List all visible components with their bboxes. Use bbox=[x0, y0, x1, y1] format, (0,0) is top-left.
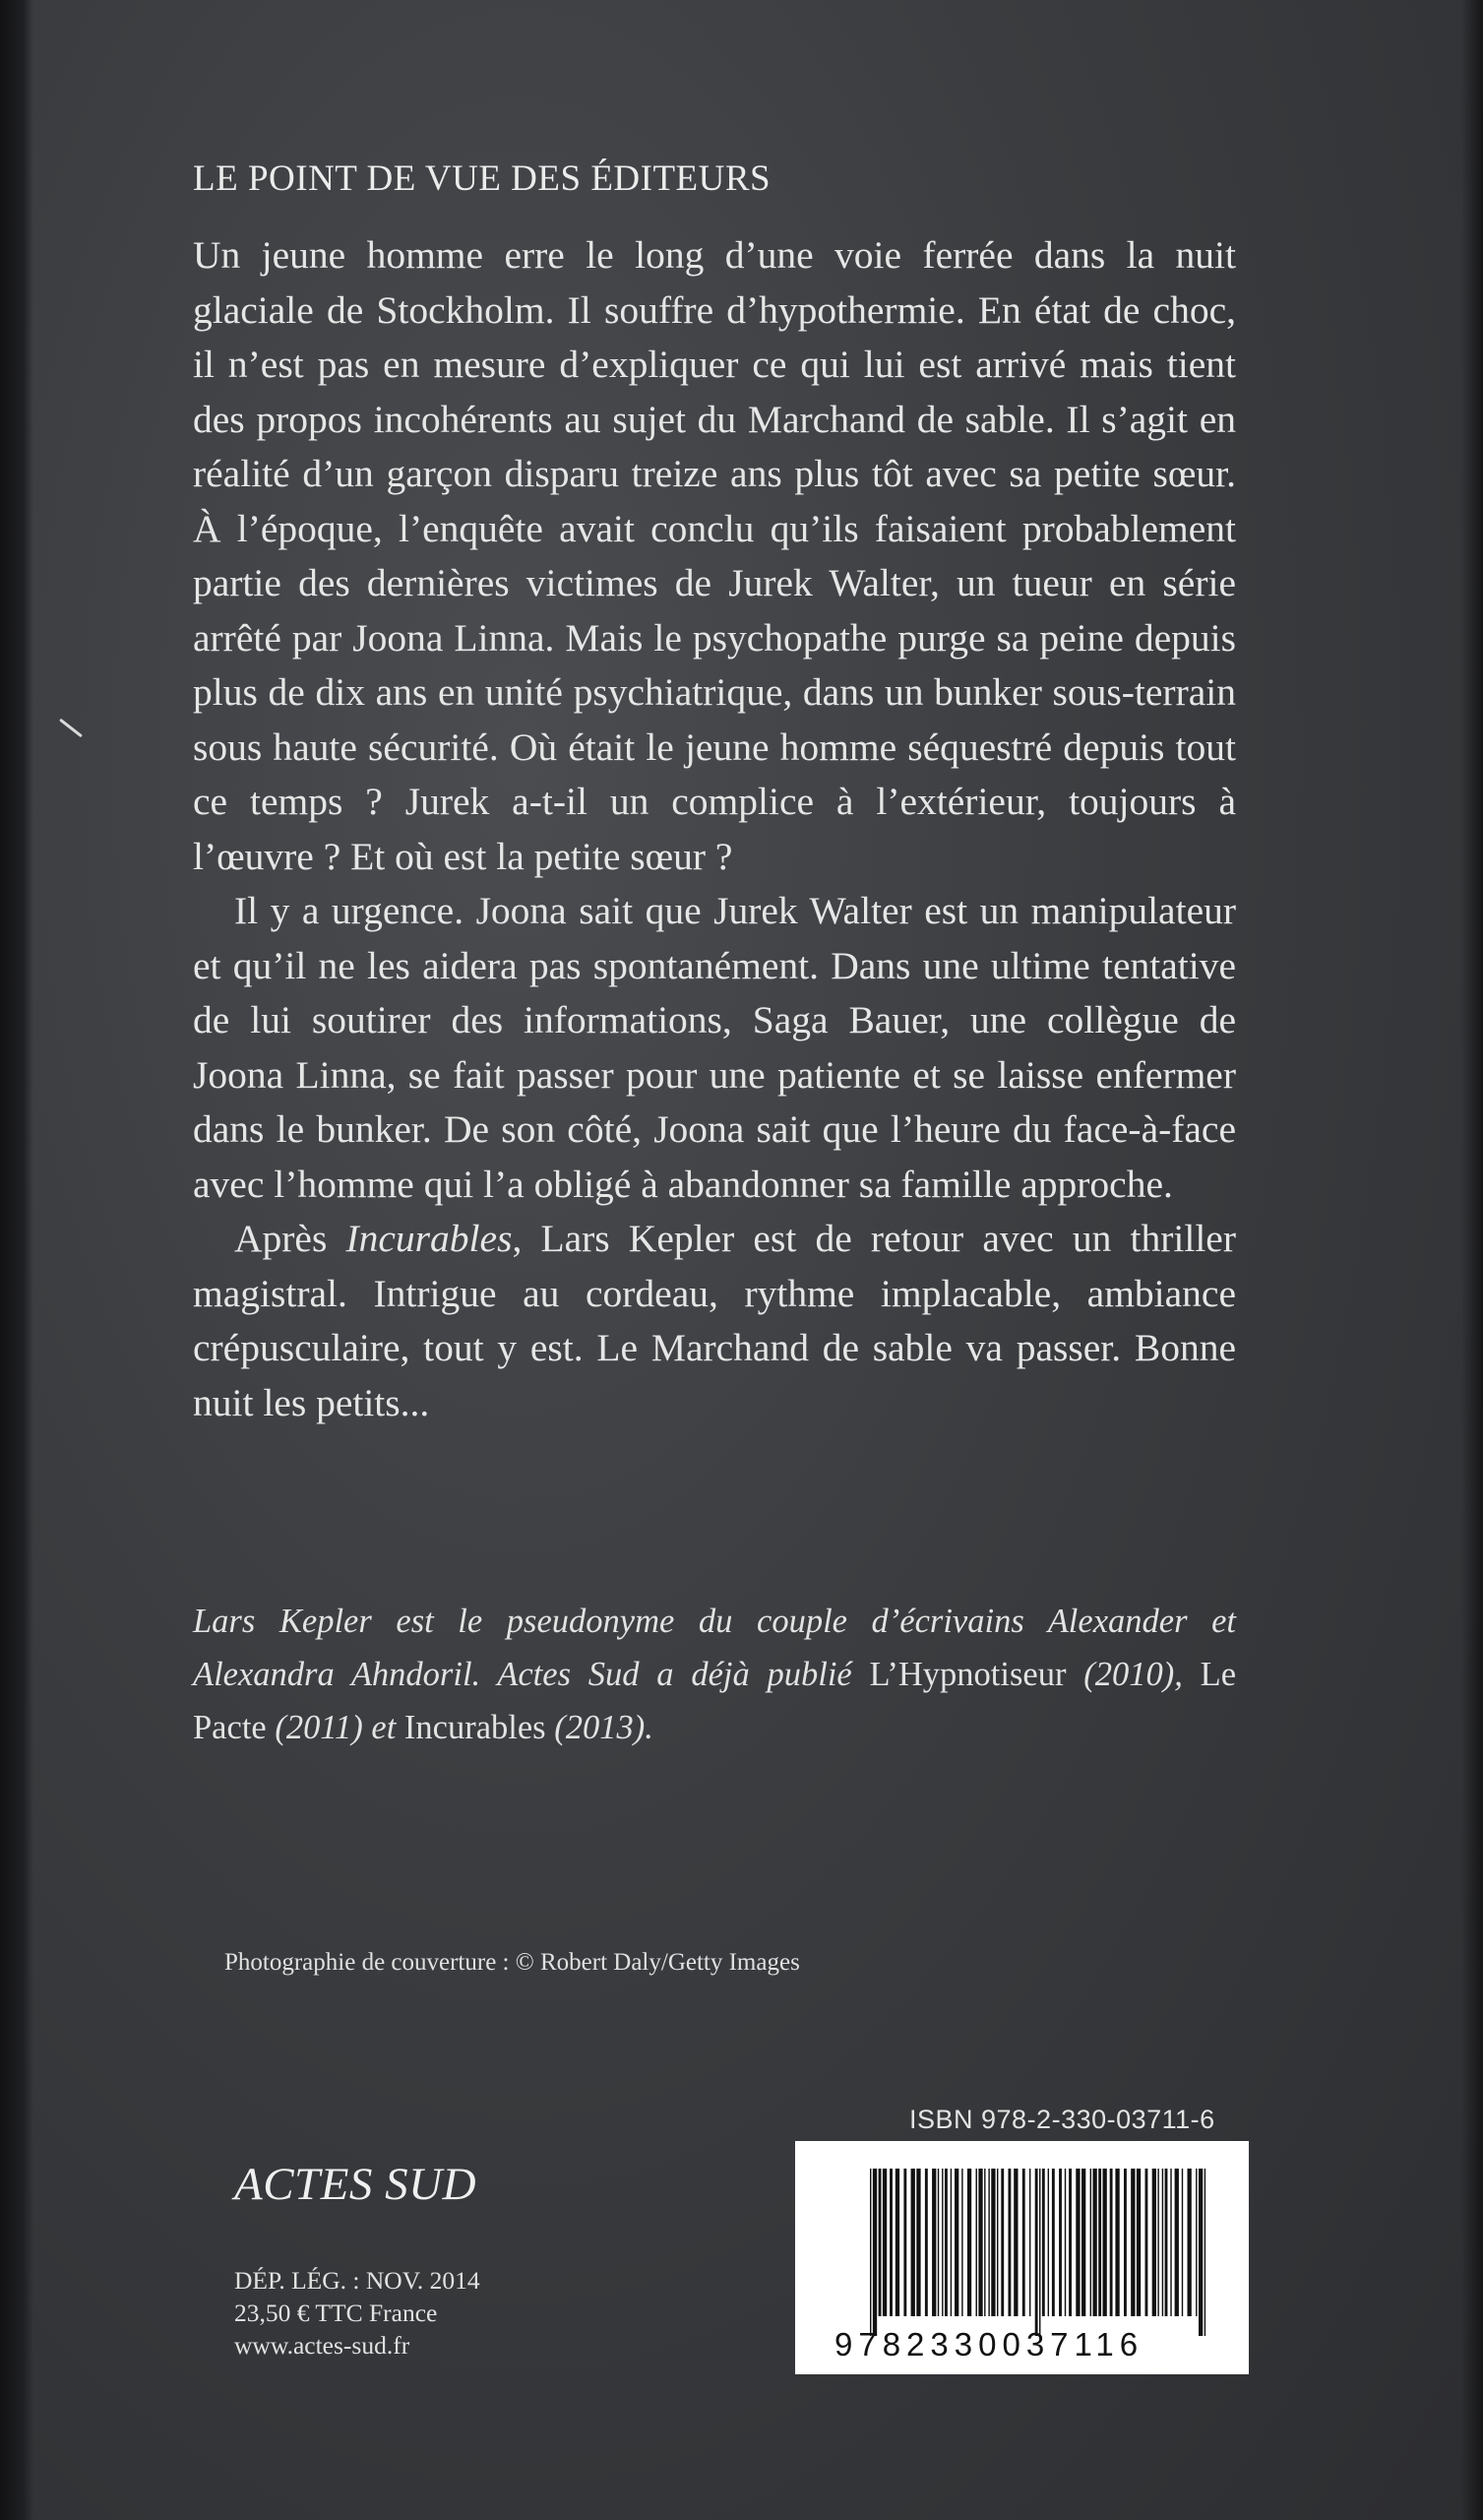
blurb-paragraph-3 bbox=[193, 1212, 1236, 1430]
author-note-book-2: Le Pacte bbox=[193, 1656, 1237, 1746]
barcode-bar bbox=[1162, 2169, 1163, 2316]
barcode-bar bbox=[1152, 2169, 1156, 2316]
barcode-bar bbox=[1042, 2169, 1045, 2316]
barcode-bar bbox=[916, 2169, 920, 2316]
barcode-bar bbox=[938, 2169, 939, 2316]
barcode-bar bbox=[911, 2169, 915, 2316]
barcode-bar bbox=[1199, 2169, 1203, 2336]
barcode-label bbox=[795, 2141, 1249, 2374]
barcode-bar bbox=[1052, 2169, 1055, 2316]
barcode-bar bbox=[883, 2169, 887, 2316]
barcode-bar bbox=[984, 2169, 985, 2316]
paragraph-3-rest: , Lars Kepler est de retour avec un thriller magistral. Intrigue au cordeau, rythme implacable, ambiance crépusculaire, tout y est. Le Marchand de sable va passer. Bonne nuit les petits... bbox=[193, 1217, 1236, 1424]
paragraph-3-lead: Après bbox=[234, 1217, 346, 1260]
barcode-bar bbox=[942, 2169, 943, 2316]
barcode-bar bbox=[1175, 2169, 1179, 2316]
section-heading: LE POINT DE VUE DES ÉDITEURS bbox=[193, 158, 772, 199]
barcode-bar bbox=[1035, 2169, 1038, 2336]
blurb-paragraph-2: Il y a urgence. Joona sait que Jurek Walter est un manipulateur et qu’il ne les aidera pas spontanément. Dans une ultime tentative de lui soutirer des informations, Saga Bauer, une collègue de Joona Linna, se fait passer pour une patiente et se laisse enfermer dans le bunker. De son côté, Joona sait que l’heure du face-à-face avec l’homme qui l’a obligé à abandonner sa famille approche. bbox=[193, 889, 1236, 1206]
barcode-bar bbox=[870, 2169, 871, 2336]
barcode-bar bbox=[1048, 2169, 1049, 2316]
barcode-bar bbox=[896, 2169, 899, 2316]
author-note-book-1: L’Hypnotiseur bbox=[869, 1656, 1067, 1693]
barcode-bar bbox=[1090, 2169, 1091, 2316]
barcode-bar bbox=[1029, 2169, 1030, 2316]
barcode-bar bbox=[1039, 2169, 1040, 2336]
barcode-bar bbox=[1065, 2169, 1066, 2316]
barcode-bar bbox=[925, 2169, 928, 2316]
publisher-website: www.actes-sud.fr bbox=[234, 2331, 410, 2360]
barcode-bar bbox=[1098, 2169, 1101, 2316]
barcode-bar bbox=[1081, 2169, 1085, 2316]
barcode-bar bbox=[1115, 2169, 1119, 2316]
author-note-year-3: (2013). bbox=[545, 1709, 653, 1746]
barcode-bar bbox=[1188, 2169, 1192, 2316]
barcode-bar bbox=[945, 2169, 948, 2316]
barcode-bar bbox=[978, 2169, 982, 2316]
cover-left-edge bbox=[0, 0, 33, 2520]
barcode-bar bbox=[1092, 2169, 1096, 2316]
barcode-icon bbox=[870, 2169, 1208, 2336]
barcode-bar bbox=[997, 2169, 998, 2316]
author-note bbox=[193, 1595, 1236, 1754]
blurb-body bbox=[193, 228, 1236, 1430]
barcode-bar bbox=[1182, 2169, 1183, 2316]
barcode-bar bbox=[1196, 2169, 1197, 2316]
barcode-digits bbox=[834, 2326, 1228, 2363]
author-note-book-3: Incurables bbox=[403, 1709, 546, 1746]
barcode-bar bbox=[1103, 2169, 1107, 2316]
barcode-bar bbox=[1131, 2169, 1135, 2316]
legal-deposit: DÉP. LÉG. : NOV. 2014 bbox=[234, 2266, 480, 2295]
author-note-text: Lars Kepler est le pseudonyme du couple d’écrivains Alexander et Alexandra Ahndoril. Actes Sud a déjà publié bbox=[193, 1603, 1236, 1693]
barcode-bar bbox=[1076, 2169, 1080, 2316]
barcode-bar bbox=[988, 2169, 989, 2316]
barcode-bar bbox=[1008, 2169, 1011, 2316]
barcode-bar bbox=[1165, 2169, 1168, 2316]
barcode-bar bbox=[903, 2169, 906, 2316]
barcode-bar bbox=[1059, 2169, 1062, 2316]
barcode-bar bbox=[1022, 2169, 1025, 2316]
barcode-bar bbox=[890, 2169, 893, 2316]
paragraph-3-book-title: Incurables bbox=[345, 1217, 513, 1260]
cover-right-edge bbox=[1461, 0, 1483, 2520]
barcode-bar bbox=[955, 2169, 958, 2316]
barcode-bar bbox=[1124, 2169, 1127, 2316]
barcode-bar bbox=[951, 2169, 952, 2316]
barcode-bar bbox=[879, 2169, 882, 2316]
barcode-bar bbox=[1145, 2169, 1148, 2316]
barcode-bar bbox=[1137, 2169, 1141, 2316]
barcode-bar bbox=[967, 2169, 971, 2316]
barcode-digits-text: 9782330037116 bbox=[834, 2326, 1144, 2362]
barcode-bar bbox=[961, 2169, 962, 2316]
barcode-bar bbox=[1170, 2169, 1171, 2316]
legal-info bbox=[234, 2264, 480, 2362]
author-note-year-1: (2010), bbox=[1066, 1656, 1201, 1693]
barcode-bar bbox=[932, 2169, 936, 2316]
isbn-number: ISBN 978-2-330-03711-6 bbox=[909, 2105, 1215, 2134]
barcode-bar bbox=[1001, 2169, 1004, 2316]
barcode-bar bbox=[1014, 2169, 1018, 2316]
barcode-bar bbox=[1157, 2169, 1158, 2316]
barcode-bar bbox=[991, 2169, 995, 2316]
photo-credit: Photographie de couverture : © Robert Daly/Getty Images bbox=[224, 1949, 800, 1976]
barcode-bar bbox=[873, 2169, 877, 2336]
barcode-bar bbox=[976, 2169, 977, 2316]
barcode-bar bbox=[1110, 2169, 1113, 2316]
publisher-logo: ACTES SUD bbox=[234, 2159, 477, 2210]
price: 23,50 € TTC France bbox=[234, 2299, 438, 2327]
barcode-bar bbox=[1069, 2169, 1072, 2316]
blurb-paragraph-1: Un jeune homme erre le long d’une voie ferrée dans la nuit glaciale de Stockholm. Il souffre d’hypothermie. En état de choc, il n’est pas en mesure d’expliquer ce qui lui est arrivé mais tient des propos incohérents au sujet du Marchand de sable. Il s’agit en réalité d’un garçon disparu treize ans plus tôt avec sa petite sœur. À l’époque, l’enquête avait conclu qu’ils faisaient probablement partie des dernières victimes de Jurek Walter, un tueur en série arrêté par Joona Linna. Mais le psychopathe purge sa peine depuis plus de dix ans en unité psychiatrique, dans un bunker sous-terrain sous haute sécurité. Où était le jeune homme séquestré depuis tout ce temps ? Jurek a-t-il un complice à l’extérieur, toujours à l’œuvre ? Et où est la petite sœur ? bbox=[193, 233, 1236, 878]
author-note-year-2: (2011) et bbox=[266, 1709, 404, 1746]
